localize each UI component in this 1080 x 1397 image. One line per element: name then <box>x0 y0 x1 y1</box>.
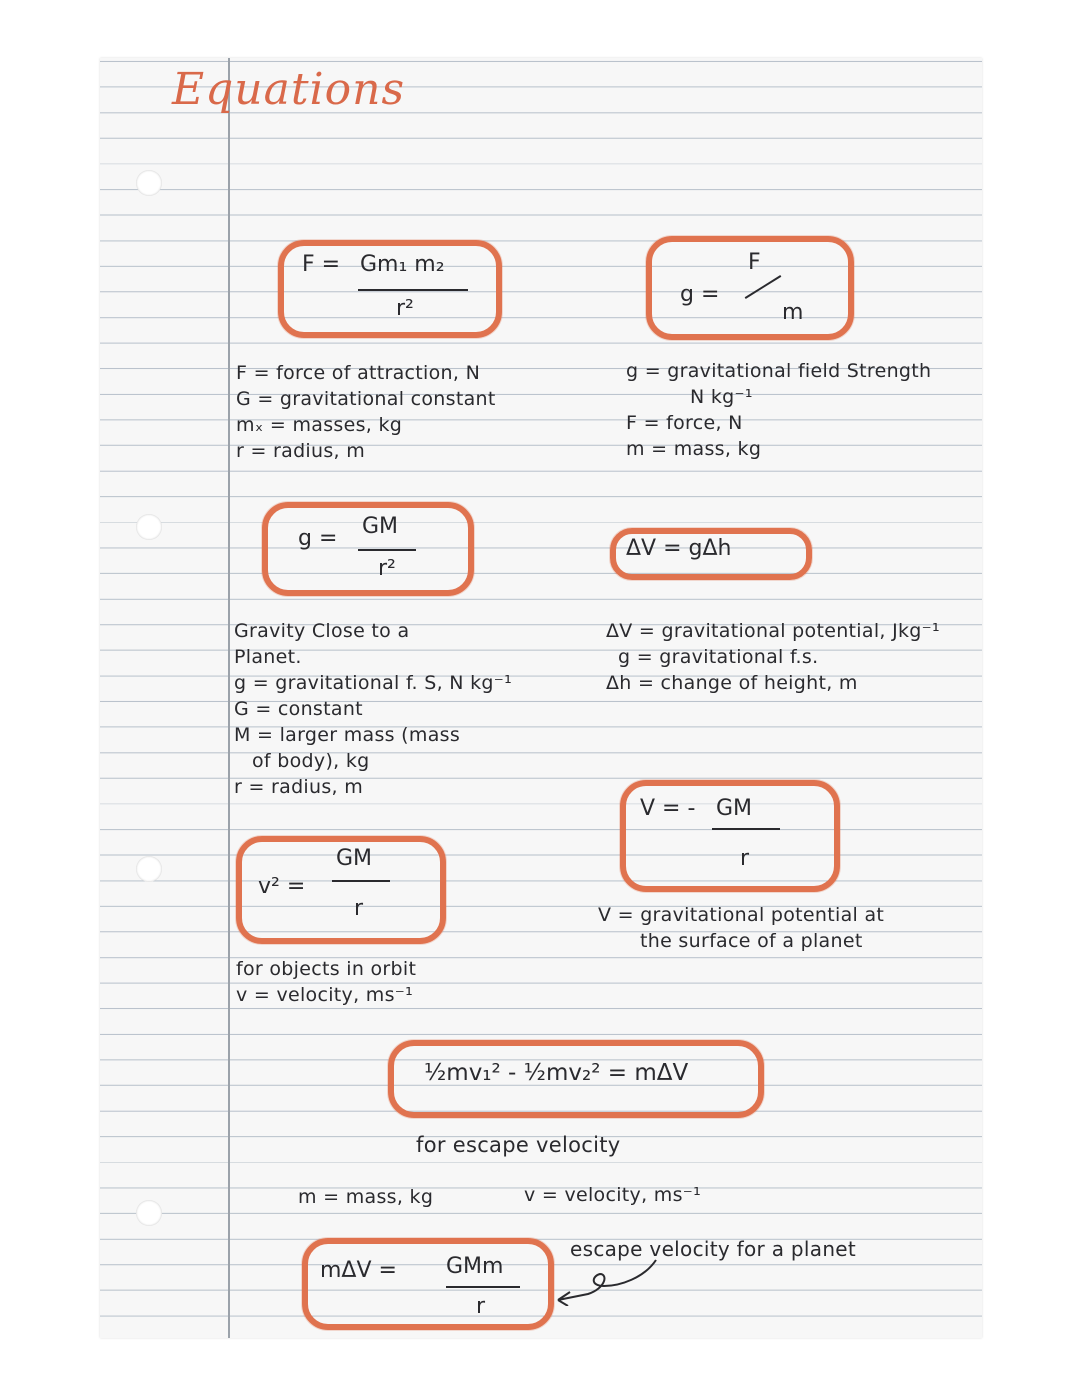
eq1-note: mₓ = masses, kg <box>236 414 403 436</box>
eq3-note: r = radius, m <box>234 776 364 798</box>
eq4-note: g = gravitational f.s. <box>618 646 819 668</box>
eq7-note-mass: m = mass, kg <box>298 1186 434 1208</box>
eq8-fraction-bar <box>446 1286 520 1288</box>
eq1-note: F = force of attraction, N <box>236 362 481 384</box>
eq2-numerator: F <box>748 250 761 275</box>
eq5-note: v = velocity, ms⁻¹ <box>236 984 414 1006</box>
eq8-annotation: escape velocity for a planet <box>570 1237 857 1261</box>
eq1-note: G = gravitational constant <box>236 388 496 410</box>
eq4-note: Δh = change of height, m <box>606 672 858 694</box>
eq4-note: ΔV = gravitational potential, Jkg⁻¹ <box>606 620 940 642</box>
eq5-fraction-bar <box>332 880 390 882</box>
eq3-fraction-bar <box>358 549 416 551</box>
eq6-numerator: GM <box>716 796 753 821</box>
eq5-denominator: r <box>354 896 364 921</box>
eq8-lhs: mΔV = <box>320 1258 397 1283</box>
eq6-note: the surface of a planet <box>640 930 863 952</box>
eq2-note: g = gravitational field Strength <box>626 360 932 382</box>
eq3-note: g = gravitational f. S, N kg⁻¹ <box>234 672 513 694</box>
eq2-note: F = force, N <box>626 412 743 434</box>
eq3-note: Planet. <box>234 646 302 668</box>
eq3-numerator: GM <box>362 514 399 539</box>
punch-hole <box>136 856 162 882</box>
eq3-lhs: g = <box>298 526 338 551</box>
eq3-note: G = constant <box>234 698 363 720</box>
eq2-note: N kg⁻¹ <box>690 386 753 408</box>
eq5-lhs: v² = <box>258 874 306 899</box>
arrow-icon <box>548 1256 664 1306</box>
page-title: Equations <box>172 64 406 115</box>
eq2-lhs: g = <box>680 282 720 307</box>
margin-line <box>228 58 230 1338</box>
eq3-note: M = larger mass (mass <box>234 724 461 746</box>
eq3-denominator: r² <box>378 556 396 581</box>
punch-hole <box>136 514 162 540</box>
eq2-denominator: m <box>782 300 804 325</box>
eq1-fraction-bar <box>358 289 468 291</box>
eq1-note: r = radius, m <box>236 440 366 462</box>
eq7-caption: for escape velocity <box>416 1133 621 1157</box>
eq1-lhs: F = <box>302 252 341 277</box>
eq3-note: Gravity Close to a <box>234 620 410 642</box>
eq1-numerator: Gm₁ m₂ <box>360 252 445 277</box>
eq1-denominator: r² <box>396 296 414 321</box>
eq5-numerator: GM <box>336 846 373 871</box>
punch-hole <box>136 1200 162 1226</box>
eq6-lhs: V = - <box>640 796 696 821</box>
eq6-denominator: r <box>740 846 750 871</box>
eq8-denominator: r <box>476 1294 486 1319</box>
equation-box-escape-velocity <box>302 1238 554 1330</box>
eq8-numerator: GMm <box>446 1254 504 1279</box>
eq2-note: m = mass, kg <box>626 438 762 460</box>
punch-hole <box>136 170 162 196</box>
eq7-equation: ½mv₁² - ½mv₂² = mΔV <box>424 1060 689 1086</box>
eq5-note: for objects in orbit <box>236 958 417 980</box>
eq6-fraction-bar <box>712 828 780 830</box>
eq4-equation: ΔV = gΔh <box>626 536 732 561</box>
eq6-note: V = gravitational potential at <box>598 904 885 926</box>
eq7-note-velocity: v = velocity, ms⁻¹ <box>524 1184 702 1206</box>
eq3-note: of body), kg <box>252 750 370 772</box>
